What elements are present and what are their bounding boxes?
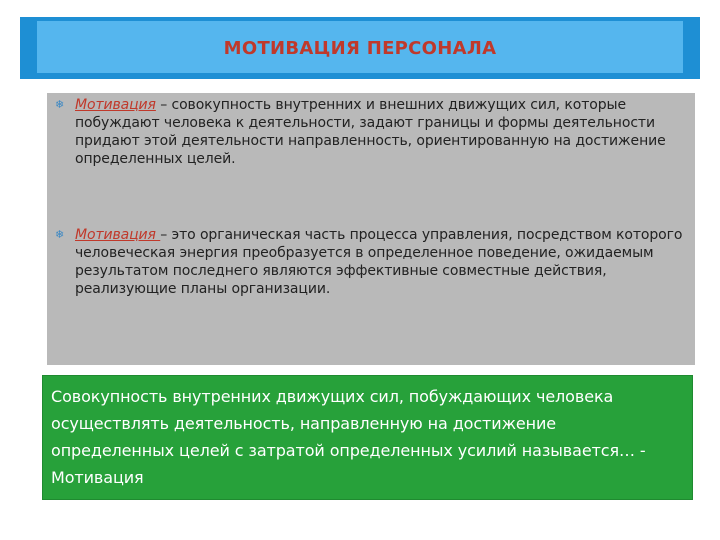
- header-banner: [37, 21, 683, 73]
- definition-body: – это органическая часть процесса управления, посредством которого человеческая энергия преобразуется в определенное поведение, ожидаемым результатом последнего являются эффективные совместные действия, реализующие планы организации.: [75, 227, 683, 297]
- definitions-panel: [47, 93, 695, 365]
- definition-item: [57, 226, 685, 298]
- definition-term: Мотивация: [75, 97, 156, 113]
- definition-item: [57, 96, 685, 168]
- definition-body: – совокупность внутренних и внешних движущих сил, которые побуждают человека к деятельности, задают границы и формы деятельности придают этой деятельности направленность, ориентированную на достижение определенных целей.: [75, 97, 666, 167]
- definition-text: [75, 96, 685, 168]
- definition-text: [75, 226, 685, 298]
- snowflake-bullet-icon: ❄: [55, 228, 65, 241]
- summary-text: Совокупность внутренних движущих сил, побуждающих человека осуществлять деятельность, направленную на достижение определенных целей с затратой определенных усилий называется… - Мотивация: [51, 387, 646, 487]
- summary-box: [42, 375, 693, 500]
- definition-term: Мотивация: [75, 227, 161, 243]
- page-title: МОТИВАЦИЯ ПЕРСОНАЛА: [223, 37, 497, 59]
- snowflake-bullet-icon: ❄: [55, 98, 65, 111]
